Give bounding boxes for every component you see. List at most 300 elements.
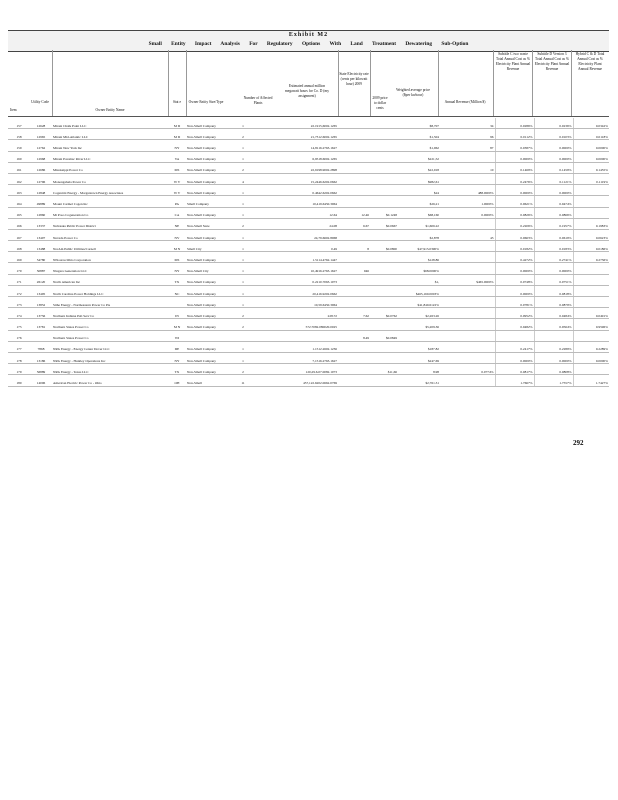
cell-rev: 96 — [440, 129, 495, 140]
cell-est: 228.72 — [256, 308, 338, 319]
cell-wavg: $2,263.26 — [398, 308, 440, 319]
header-price-2009: 2009 price to dollar cents — [372, 96, 388, 110]
header-plants: Number of Affected Plants — [243, 96, 273, 105]
cell-rev — [440, 263, 495, 274]
cell-state: W V — [168, 173, 186, 184]
cell-est: 1.5114.4762.1447 — [256, 252, 338, 263]
header-annual-revenue: Annual Revenue (Million $) — [444, 100, 486, 104]
cell-item: 168 — [8, 241, 30, 252]
cell-code: 12965 — [30, 129, 52, 140]
cell-item: 160 — [8, 151, 30, 162]
cell-rev — [440, 375, 495, 386]
cell-est: 21,7312.6002.1265 — [256, 129, 338, 140]
cell-est: 10,4916.2763.1627 — [256, 263, 338, 274]
cell-rev: 0.0000% — [440, 207, 495, 218]
cell-state: TX — [168, 274, 186, 285]
cell-plants: 1 — [230, 252, 256, 263]
cell-item: 164 — [8, 196, 30, 207]
cell-d: 0.2741% — [534, 252, 573, 263]
cell-wavg: $68.0000% — [398, 263, 440, 274]
cell-plants: 4 — [230, 173, 256, 184]
cell-c: 0.0387% — [495, 140, 534, 151]
cell-rate — [338, 274, 370, 285]
cell-code — [30, 330, 52, 341]
table-row — [8, 319, 609, 330]
cell-state: OH — [168, 375, 186, 386]
cell-est: 10,419.6450.3964 — [256, 196, 338, 207]
cell-rate — [338, 297, 370, 308]
cell-c: 0.0000% — [495, 185, 534, 196]
cell-plants: 1 — [230, 285, 256, 296]
cell-code: 13407 — [30, 229, 52, 240]
cell-h: 0.0491% — [573, 308, 609, 319]
cell-name: NRG Energy - Texas LLC — [52, 364, 168, 375]
cell-item: 179 — [8, 364, 30, 375]
cell-state: W V — [168, 185, 186, 196]
cell-p2009: $0.0849 — [370, 330, 398, 341]
cell-type: Non-Small Company — [186, 252, 230, 263]
cell-rev — [440, 173, 495, 184]
cell-code: 49889 — [30, 196, 52, 207]
cell-item: 158 — [8, 129, 30, 140]
header-divider — [532, 50, 533, 116]
table-row — [8, 218, 609, 229]
cell-type: Non-Small Company — [186, 308, 230, 319]
cell-rev: 488.0000% — [440, 185, 495, 196]
table-row — [8, 162, 609, 173]
cell-item: 177 — [8, 341, 30, 352]
cell-type: Small Company — [186, 196, 230, 207]
cell-plants: 1 — [230, 241, 256, 252]
cell-code: 12860 — [30, 207, 52, 218]
table-row — [8, 285, 609, 296]
cell-rev — [440, 297, 495, 308]
cell-d: 0.9474% — [534, 196, 573, 207]
table-row — [8, 375, 609, 386]
cell-state: NC — [168, 285, 186, 296]
cell-name: Sithe Energy - Northeastern Power Co PA — [52, 297, 168, 308]
cell-d: 0.1121% — [534, 173, 573, 184]
cell-p2009 — [370, 173, 398, 184]
cell-est: 20,416.9202.0662 — [256, 285, 338, 296]
cell-est: 457,122.6202.0662.0769 — [256, 375, 338, 386]
cell-code: 50887 — [30, 263, 52, 274]
cell-rev: 87 — [440, 140, 495, 151]
cell-plants — [230, 330, 256, 341]
cell-h — [573, 196, 609, 207]
table-row — [8, 241, 609, 252]
table-row — [8, 341, 609, 352]
cell-h: 0.0186% — [573, 241, 609, 252]
cell-c — [495, 330, 534, 341]
cell-item: 159 — [8, 140, 30, 151]
cell-d: 0.0000% — [534, 151, 573, 162]
cell-h: 1.7427% — [573, 375, 609, 386]
cell-wavg: 8.98 — [398, 364, 440, 375]
cell-d: 0.0183% — [534, 241, 573, 252]
cell-type: Non-Small Company — [186, 229, 230, 240]
header-item: Item — [10, 108, 17, 112]
cell-item: 172 — [8, 285, 30, 296]
cell-code: 12796 — [30, 173, 52, 184]
cell-state: M D — [168, 129, 186, 140]
cell-name: Nevada Power Co — [52, 229, 168, 240]
cell-name: Mt Poso Cogeneration Co — [52, 207, 168, 218]
cell-plants: 1 — [230, 207, 256, 218]
cell-c: 0.0000% — [495, 352, 534, 363]
cell-d: 0.1459% — [534, 162, 573, 173]
cell-est: 0.4642.6202.0662 — [256, 185, 338, 196]
cell-type: Non-Small Company — [186, 297, 230, 308]
cell-type: Non-Small City — [186, 263, 230, 274]
cell-rate — [338, 229, 370, 240]
cell-p2009 — [370, 151, 398, 162]
cell-p2009 — [370, 375, 398, 386]
cell-h — [573, 207, 609, 218]
cell-c: 0.9482% — [495, 319, 534, 330]
cell-state — [168, 297, 186, 308]
cell-name: NiSource/Ohio Corporation — [52, 252, 168, 263]
cell-c: 0.0182% — [495, 241, 534, 252]
table-row — [8, 252, 609, 263]
header-state: Stat e — [172, 100, 182, 104]
cell-code: 13495 — [30, 285, 52, 296]
cell-item: 175 — [8, 319, 30, 330]
header-owner-name: Owner Entity Name — [95, 108, 125, 112]
header-utility-code: Utility Code — [31, 100, 49, 104]
cell-d: 0.0000% — [534, 352, 573, 363]
cell-wavg: $221,52 — [398, 151, 440, 162]
cell-p2009 — [370, 196, 398, 207]
cell-wavg: $8,707 — [398, 118, 440, 129]
cell-wavg: $5,209.36 — [398, 319, 440, 330]
cell-wavg: $1, — [398, 274, 440, 285]
cell-rev — [440, 330, 495, 341]
cell-state: IN — [168, 308, 186, 319]
cell-c: 0.0112% — [495, 129, 534, 140]
cell-d: 0.0000% — [534, 140, 573, 151]
cell-plants: 2 — [230, 308, 256, 319]
cell-rate — [338, 162, 370, 173]
cell-h: 0.0000% — [573, 151, 609, 162]
cell-wavg: $24 — [398, 185, 440, 196]
cell-type: Non-Small Company — [186, 207, 230, 218]
cell-type: Non-Small Company — [186, 185, 230, 196]
cell-code: 12762 — [30, 140, 52, 151]
cell-h — [573, 297, 609, 308]
cell-type: Non-Small State — [186, 218, 230, 229]
cell-item: 165 — [8, 207, 30, 218]
cell-rate — [338, 252, 370, 263]
cell-code: 56889 — [30, 364, 52, 375]
cell-p2009 — [370, 263, 398, 274]
cell-plants: 1 — [230, 263, 256, 274]
cell-plants: 1 — [230, 118, 256, 129]
header-hybrid: Hybrid C & D Total Annual Cost as % Electricity Plant Annual Revenue — [575, 52, 605, 71]
cell-d: 0.1957% — [534, 218, 573, 229]
cell-c: 0.0663% — [495, 229, 534, 240]
cell-h: 0.0118% — [573, 129, 609, 140]
cell-rev: 1.0000% — [440, 196, 495, 207]
cell-d: 0.9564% — [534, 319, 573, 330]
cell-wavg: $1,962 — [398, 140, 440, 151]
cell-type: Non-Small Company — [186, 285, 230, 296]
cell-plants: 2 — [230, 319, 256, 330]
cell-type: Non-Small — [186, 375, 230, 386]
cell-h: 0.2736% — [573, 252, 609, 263]
cell-rate: 6.67 — [338, 218, 370, 229]
cell-rev — [440, 285, 495, 296]
cell-c: 0.0826% — [495, 207, 534, 218]
cell-rate: 8.49 — [338, 330, 370, 341]
cell-h: 0.0623% — [573, 229, 609, 240]
cell-rate — [338, 173, 370, 184]
cell-rev: 34 — [440, 118, 495, 129]
cell-name: Niagara Generation LLC — [52, 263, 168, 274]
header-subtitle-d: Subtitle D Version 3 Total Annual Cost as % Electricity Plant Annual Revenue — [534, 52, 570, 71]
header-divider — [571, 50, 572, 116]
cell-rev: 0.0774% — [440, 364, 495, 375]
cell-code: 54780 — [30, 252, 52, 263]
cell-item: 171 — [8, 274, 30, 285]
cell-name: North Carolina Power Holdings LLC — [52, 285, 168, 296]
header-estimated-mwh: Estimated annual million megawatt hours for Co. D (my assignment) — [284, 84, 330, 98]
cell-wavg: $68,160 — [398, 207, 440, 218]
header-divider — [52, 50, 53, 116]
exhibit-title-box — [8, 30, 609, 52]
cell-c: 0.0952% — [495, 308, 534, 319]
cell-code: 13337 — [30, 218, 52, 229]
cell-rev — [440, 241, 495, 252]
cell-p2009 — [370, 352, 398, 363]
cell-item: 178 — [8, 352, 30, 363]
cell-type: Non-Small Company — [186, 364, 230, 375]
cell-wavg: $1,606.22 — [398, 218, 440, 229]
cell-code: 12628 — [30, 118, 52, 129]
cell-state: NV — [168, 229, 186, 240]
cell-state: CA — [168, 207, 186, 218]
table-row — [8, 118, 609, 129]
cell-d: 0.0808% — [534, 364, 573, 375]
cell-wavg: $2,761.31 — [398, 375, 440, 386]
cell-c: 0.4272% — [495, 252, 534, 263]
cell-item: 166 — [8, 218, 30, 229]
cell-name: Mirant New York Inc — [52, 140, 168, 151]
small-entity-table — [8, 118, 609, 387]
cell-wavg: $1,504 — [398, 129, 440, 140]
cell-est: 120,29.6.07.0082.1073 — [256, 364, 338, 375]
exhibit-label: Exhibit M2 — [288, 32, 329, 38]
cell-state: NE — [168, 218, 186, 229]
cell-item: 162 — [8, 173, 30, 184]
cell-plants: 1 — [230, 196, 256, 207]
cell-code: 13756 — [30, 308, 52, 319]
cell-plants: 11 — [230, 375, 256, 386]
header-divider — [186, 50, 187, 116]
cell-type: Non-Small Company — [186, 173, 230, 184]
cell-rev: 43 — [440, 229, 495, 240]
cell-state: VA — [168, 151, 186, 162]
cell-plants: 1 — [230, 185, 256, 196]
cell-state: M N — [168, 241, 186, 252]
cell-c: 0.2476% — [495, 173, 534, 184]
cell-rev: 10 — [440, 162, 495, 173]
cell-est: 572.7082.080020.0025 — [256, 319, 338, 330]
cell-name: NRG Energy - Huntley Operations Inc — [52, 352, 168, 363]
cell-plants: 2 — [230, 218, 256, 229]
cell-type: Non-Small Company — [186, 319, 230, 330]
cell-d: 0.0000% — [534, 263, 573, 274]
cell-c: 0.0000% — [495, 151, 534, 162]
cell-wavg: $247.69 — [398, 352, 440, 363]
cell-h — [573, 274, 609, 285]
table-row — [8, 129, 609, 140]
cell-name: Mirant Chalk Point LLC — [52, 118, 168, 129]
cell-c: 1.7667% — [495, 375, 534, 386]
cell-est: 6,9518.6002.1265 — [256, 151, 338, 162]
table-row — [8, 196, 609, 207]
cell-item: 170 — [8, 263, 30, 274]
cell-est: 22,9198.9002.2898 — [256, 162, 338, 173]
cell-item: 176 — [8, 330, 30, 341]
cell-rate: 946 — [338, 263, 370, 274]
cell-rate — [338, 196, 370, 207]
table-row — [8, 185, 609, 196]
cell-rate — [338, 151, 370, 162]
table-row — [8, 352, 609, 363]
cell-d: 1.7557% — [534, 375, 573, 386]
cell-h: 0.1983% — [573, 218, 609, 229]
cell-h — [573, 263, 609, 274]
table-row — [8, 308, 609, 319]
cell-c: 0.1469% — [495, 162, 534, 173]
cell-wavg: $26,21 — [398, 196, 440, 207]
header-divider — [438, 50, 439, 116]
cell-name: Nebraska Public Power District — [52, 218, 168, 229]
header-owner-type: Owner Entity Size/Type — [188, 100, 224, 104]
cell-d: 0.0818% — [534, 285, 573, 296]
cell-p2009 — [370, 162, 398, 173]
cell-c: 0.2206% — [495, 218, 534, 229]
cell-plants: 1 — [230, 297, 256, 308]
cell-wavg: $128.86 — [398, 252, 440, 263]
cell-type — [186, 330, 230, 341]
cell-code: 13852 — [30, 297, 52, 308]
cell-h: 0.9596% — [573, 319, 609, 330]
cell-rate — [338, 375, 370, 386]
cell-item: 167 — [8, 229, 30, 240]
cell-rev — [440, 341, 495, 352]
table-row — [8, 364, 609, 375]
cell-c: 0.0748% — [495, 274, 534, 285]
table-row — [8, 330, 609, 341]
cell-p2009 — [370, 285, 398, 296]
cell-plants: 2 — [230, 364, 256, 375]
cell-c: 0.9621% — [495, 196, 534, 207]
cell-h: 0.0000% — [573, 352, 609, 363]
table-row — [8, 140, 609, 151]
cell-wavg: $41,840.6122% — [398, 297, 440, 308]
cell-rate — [338, 129, 370, 140]
cell-d: 0.0879% — [534, 297, 573, 308]
cell-rate: 12.46 — [338, 207, 370, 218]
cell-c: 0.2417% — [495, 341, 534, 352]
cell-est: 24,79.6602.8968 — [256, 229, 338, 240]
cell-plants: 1 — [230, 341, 256, 352]
cell-plants: 1 — [230, 274, 256, 285]
cell-est: 12.64 — [256, 207, 338, 218]
header-divider — [493, 50, 494, 116]
table-row — [8, 229, 609, 240]
cell-p2009 — [370, 297, 398, 308]
cell-rev — [440, 319, 495, 330]
cell-type: Non-Small Company — [186, 274, 230, 285]
cell-state: NY — [168, 263, 186, 274]
table-row — [8, 274, 609, 285]
cell-state: NY — [168, 352, 186, 363]
cell-state: NY — [168, 140, 186, 151]
cell-code: 12848 — [30, 185, 52, 196]
cell-h: 0.0000% — [573, 140, 609, 151]
cell-est: 14,8116.2763.1627 — [256, 140, 338, 151]
cell-p2009 — [370, 229, 398, 240]
cell-h — [573, 364, 609, 375]
cell-code: 26120 — [30, 274, 52, 285]
cell-rate — [338, 319, 370, 330]
page-number: 292 — [573, 439, 584, 447]
cell-est: 24.08 — [256, 218, 338, 229]
cell-rev — [440, 352, 495, 363]
cell-est: 22.1915,6002.1265 — [256, 118, 338, 129]
cell-est: 1.1512.2602.1236 — [256, 341, 338, 352]
cell-est — [256, 330, 338, 341]
cell-name: Northern States Power Co — [52, 319, 168, 330]
cell-code: 7868 — [30, 341, 52, 352]
cell-code: 13488 — [30, 241, 52, 252]
cell-name: NorAm Public Utilities/Cornell — [52, 241, 168, 252]
cell-c: 0.0817% — [495, 364, 534, 375]
cell-d: 0.0000% — [534, 185, 573, 196]
cell-p2009 — [370, 129, 398, 140]
cell-wavg: $47,915.0390% — [398, 241, 440, 252]
cell-p2009 — [370, 140, 398, 151]
cell-wavg — [398, 330, 440, 341]
cell-c: 0.0000% — [495, 285, 534, 296]
cell-rev — [440, 218, 495, 229]
cell-p2009 — [370, 252, 398, 263]
cell-code: 13781 — [30, 319, 52, 330]
cell-est: 0.49 — [256, 241, 338, 252]
cell-wavg: $2,878 — [398, 229, 440, 240]
cell-p2009: $0.1248 — [370, 207, 398, 218]
cell-rate — [338, 352, 370, 363]
cell-type: Non-Small Company — [186, 118, 230, 129]
table-row — [8, 173, 609, 184]
cell-d: 0.0236% — [534, 118, 573, 129]
cell-name: Cogentrix Energy - Morgantown Energy Associates — [52, 185, 168, 196]
cell-item: 169 — [8, 252, 30, 263]
cell-state: PA — [168, 196, 186, 207]
cell-c: 0.0000% — [495, 263, 534, 274]
cell-rate — [338, 285, 370, 296]
cell-p2009 — [370, 341, 398, 352]
cell-h — [573, 285, 609, 296]
cell-rate — [338, 364, 370, 375]
cell-code: 12968 — [30, 151, 52, 162]
table-row — [8, 207, 609, 218]
cell-state: WI — [168, 330, 186, 341]
cell-p2009 — [370, 319, 398, 330]
